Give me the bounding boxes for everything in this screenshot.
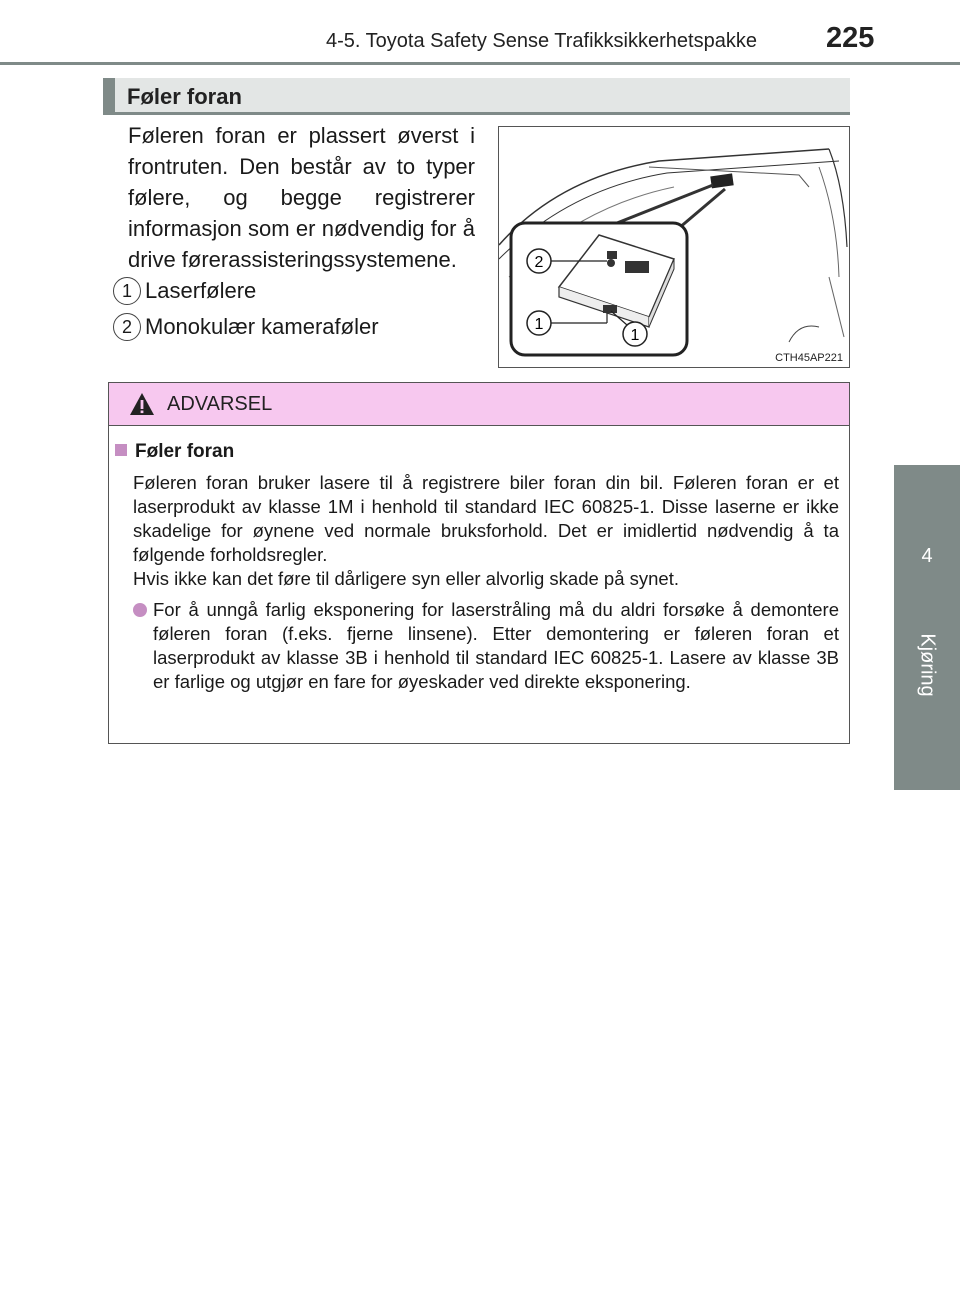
round-bullet-icon: [133, 603, 147, 617]
callout-label: 2: [534, 254, 544, 271]
windshield-sensor-drawing: [499, 127, 849, 367]
item-number-badge: 1: [113, 277, 141, 305]
bullet-text: For å unngå farlig eksponering for laserstråling må du aldri forsøke å demontere føleren foran (f.eks. fjerne linsene). Etter demontering er føleren foran et laserprodukt av klasse 3B i henhold til standard IEC 60825-1. Lasere av klasse 3B er farlige og utgjør en fare for øyeskader ved direkte eksponering.: [153, 599, 839, 692]
item-number-badge: 2: [113, 313, 141, 341]
sensor-illustration: [498, 126, 850, 368]
item-label: Monokulær kameraføler: [145, 314, 379, 340]
header-section-title: 4-5. Toyota Safety Sense Trafikksikkerhetspakke: [326, 30, 757, 52]
chapter-tab: [894, 465, 960, 790]
warning-subheading: Føler foran: [115, 441, 234, 463]
list-item: [113, 277, 256, 305]
square-bullet-icon: [115, 444, 127, 456]
warning-triangle-icon: [129, 392, 155, 416]
warning-title: ADVARSEL: [167, 393, 273, 415]
warning-bullet: [133, 598, 839, 694]
intro-paragraph: Føleren foran er plassert øverst i frontruten. Den består av to typer følere, og begge registrerer informasjon som er nødvendig for å drive førerassisteringssystemene.: [128, 123, 475, 272]
header-rule: [0, 62, 960, 65]
warning-text: [133, 471, 839, 591]
warning-paragraph: Føleren foran bruker lasere til å registrere biler foran din bil. Føleren foran er et laserprodukt av klasse 1M i henhold til standard IEC 60825-1. Disse laserne er ikke skadelige for øynene ved normale bruksforhold. Det er imidlertid nødvendig å ta følgende forholdsregler.: [133, 472, 839, 565]
chapter-number: 4: [921, 545, 933, 567]
warning-header: [109, 383, 849, 426]
figure-code: CTH45AP221: [775, 352, 843, 364]
item-label: Laserfølere: [145, 278, 257, 304]
section-heading-accent: [103, 78, 115, 112]
callout-label: 1: [534, 316, 544, 333]
section-heading-bar: [103, 78, 850, 115]
warning-box: [108, 382, 850, 744]
list-item: [113, 313, 379, 341]
chapter-title: Kjøring: [916, 633, 939, 697]
section-title: Føler foran: [127, 84, 242, 109]
warning-paragraph: Hvis ikke kan det føre til dårligere syn eller alvorlig skade på synet.: [133, 568, 679, 589]
page-number: 225: [826, 22, 875, 54]
callout-label: 1: [630, 327, 640, 344]
